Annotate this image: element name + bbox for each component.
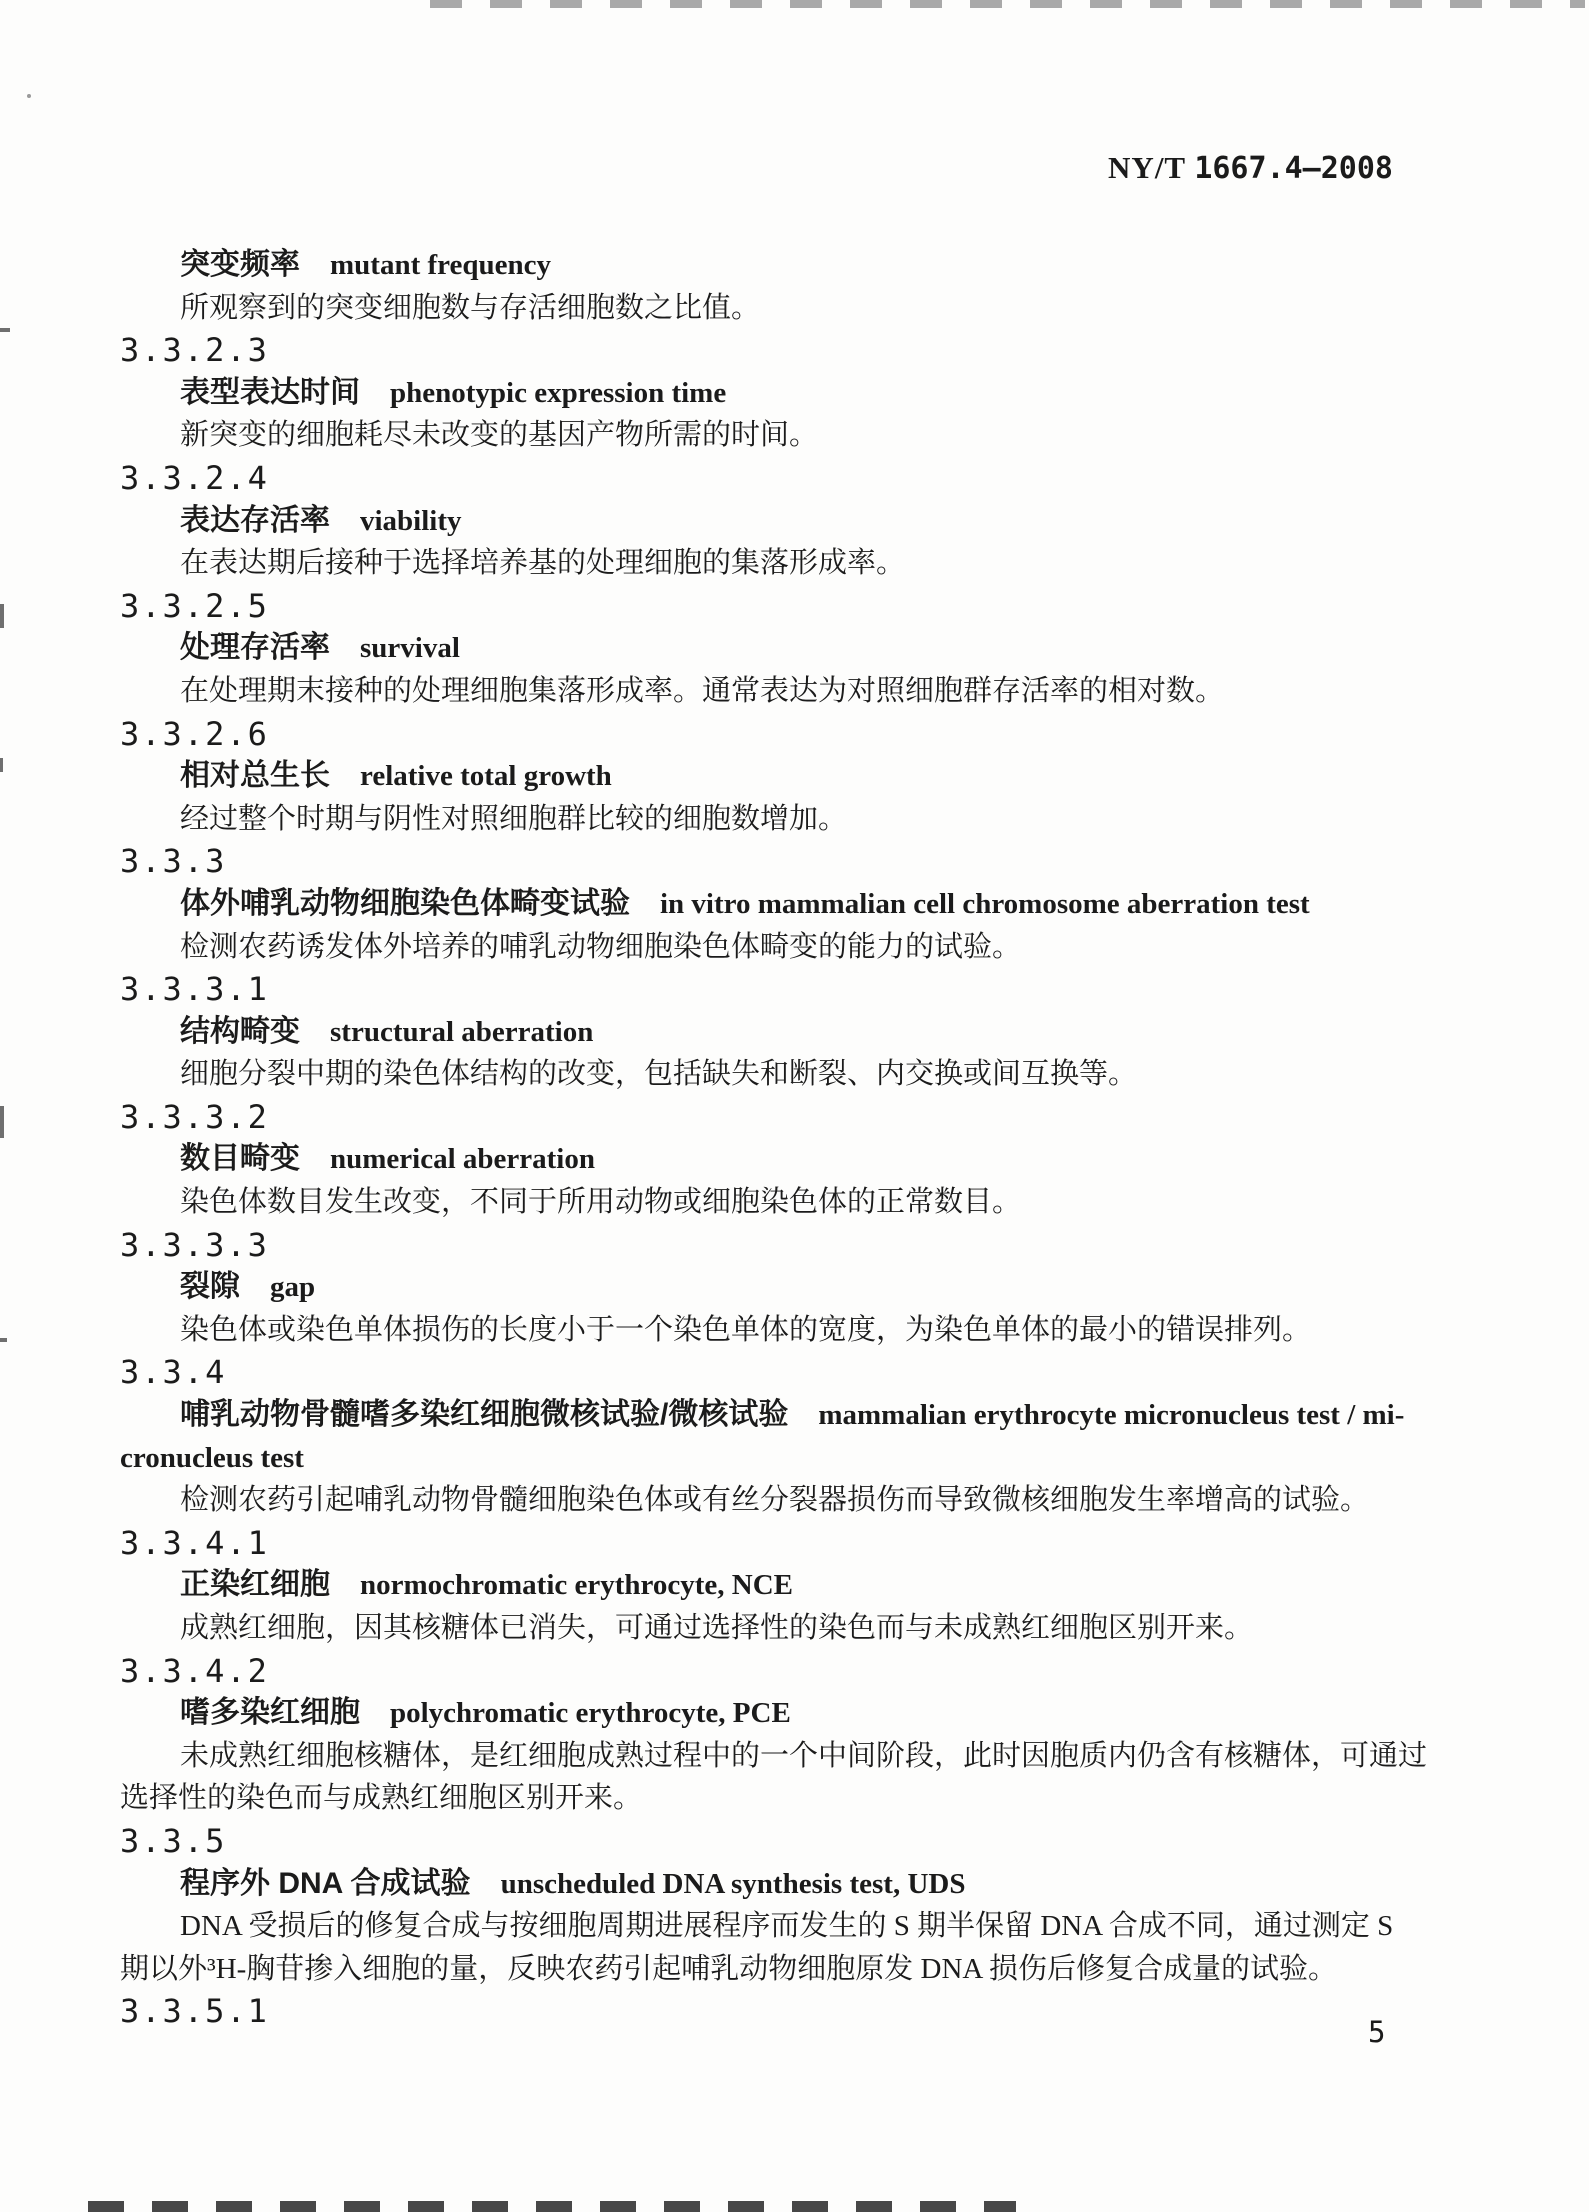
scan-artifact-bottom-edge	[88, 2201, 1016, 2212]
term-heading	[120, 883, 1360, 926]
definition-text: 经过整个时期与阴性对照细胞群比较的细胞数增加。	[180, 802, 848, 835]
term-heading-chinese: 处理存活率	[180, 631, 330, 665]
standard-code-prefix: NY/T	[1108, 150, 1186, 185]
term-heading	[120, 1138, 1360, 1181]
term-heading	[120, 1692, 1360, 1735]
term-heading-chinese: 数目畸变	[180, 1142, 300, 1176]
term-heading-chinese: 表型表达时间	[180, 375, 360, 409]
term-heading	[120, 1564, 1360, 1607]
term-heading	[120, 244, 1360, 287]
term-heading-continuation: cronucleus test	[120, 1441, 304, 1474]
section-number: 3.3.4.1	[120, 1523, 269, 1562]
term-heading-english: unscheduled DNA synthesis test, UDS	[500, 1867, 966, 1900]
term-heading-chinese: 突变频率	[180, 248, 300, 281]
term-heading-english: viability	[360, 504, 462, 537]
term-heading-english: survival	[360, 632, 460, 665]
term-heading-english: numerical aberration	[330, 1143, 595, 1176]
document-body	[120, 244, 1428, 2033]
section-number: 3.3.2.5	[120, 586, 269, 625]
section-number: 3.3.3	[120, 842, 227, 881]
scan-artifact-left	[0, 1106, 4, 1138]
term-heading-english: normochromatic erythrocyte, NCE	[360, 1569, 794, 1602]
term-heading	[120, 627, 1360, 670]
definition-text: 期以外³H-胸苷掺入细胞的量，反映农药引起哺乳动物细胞原发 DNA 损伤后修复合成量的试验。	[120, 1952, 1338, 1985]
section-number: 3.3.4.2	[120, 1651, 269, 1690]
definition-text: 所观察到的突变细胞数与存活细胞数之比值。	[180, 291, 761, 324]
definition-text: 新突变的细胞耗尽未改变的基因产物所需的时间。	[180, 419, 819, 452]
definition-text: DNA 受损后的修复合成与按细胞周期进展程序而发生的 S 期半保留 DNA 合成不同，通过测定 S	[180, 1910, 1394, 1943]
standard-code-number: 1667.4—2008	[1194, 151, 1393, 186]
definition-text: 选择性的染色而与成熟红细胞区别开来。	[120, 1782, 643, 1815]
term-heading	[120, 755, 1360, 798]
term-heading	[120, 1394, 1405, 1437]
section-number: 3.3.4	[120, 1353, 227, 1392]
term-heading	[120, 1863, 1360, 1906]
scan-artifact-dot	[27, 94, 31, 98]
term-heading-chinese: 相对总生长	[180, 759, 330, 793]
term-heading	[120, 500, 1360, 543]
section-number: 3.3.3.1	[120, 970, 269, 1009]
definition-text: 染色体或染色单体损伤的长度小于一个染色单体的宽度，为染色单体的最小的错误排列。	[180, 1313, 1312, 1346]
section-number: 3.3.3.2	[120, 1097, 269, 1136]
term-heading-english: structural aberration	[330, 1015, 594, 1048]
term-heading-chinese: 体外哺乳动物细胞染色体畸变试验	[180, 886, 630, 920]
section-number: 3.3.5	[120, 1821, 227, 1860]
term-heading-chinese: 表达存活率	[180, 503, 330, 537]
definition-text: 染色体数目发生改变，不同于所用动物或细胞染色体的正常数目。	[180, 1186, 1022, 1219]
term-heading-chinese: 裂隙	[180, 1270, 240, 1304]
term-heading-chinese: 程序外 DNA 合成试验	[180, 1866, 471, 1900]
term-heading	[120, 1266, 1360, 1309]
scan-artifact-left	[0, 758, 3, 772]
definition-text: 成熟红细胞，因其核糖体已消失，可通过选择性的染色而与未成熟红细胞区别开来。	[180, 1612, 1254, 1644]
scan-artifact-left	[0, 1338, 7, 1342]
definition-text: 检测农药诱发体外培养的哺乳动物细胞染色体畸变的能力的试验。	[180, 930, 1022, 963]
term-heading-english: mammalian erythrocyte micronucleus test / mi-	[818, 1399, 1405, 1432]
term-heading-english: mutant frequency	[330, 249, 551, 281]
term-heading-english: relative total growth	[360, 760, 612, 793]
term-heading-chinese: 正染红细胞	[180, 1568, 330, 1602]
scan-artifact-top-edge	[430, 0, 1585, 8]
section-number: 3.3.2.4	[120, 458, 269, 497]
term-heading-english: phenotypic expression time	[390, 376, 727, 409]
definition-text: 细胞分裂中期的染色体结构的改变，包括缺失和断裂、内交换或间互换等。	[180, 1058, 1138, 1091]
section-number: 3.3.3.3	[120, 1225, 269, 1264]
section-number: 3.3.2.6	[120, 714, 269, 753]
term-heading	[120, 372, 1360, 415]
term-heading-english: polychromatic erythrocyte, PCE	[390, 1697, 791, 1730]
term-heading-chinese: 嗜多染红细胞	[180, 1696, 360, 1730]
definition-text: 未成熟红细胞核糖体，是红细胞成熟过程中的一个中间阶段，此时因胞质内仍含有核糖体，可通过	[180, 1739, 1428, 1772]
scan-artifact-left	[0, 604, 4, 628]
definition-text: 检测农药引起哺乳动物骨髓细胞染色体或有丝分裂器损伤而导致微核细胞发生率增高的试验。	[180, 1484, 1370, 1517]
term-heading-chinese: 结构畸变	[180, 1014, 300, 1048]
page-number: 5	[1368, 2015, 1386, 2049]
section-number: 3.3.2.3	[120, 331, 269, 370]
term-heading	[120, 1011, 1360, 1054]
term-heading-english: gap	[270, 1271, 316, 1304]
document-number-header	[1108, 150, 1393, 186]
section-number: 3.3.5.1	[120, 1992, 269, 2031]
term-heading-english: in vitro mammalian cell chromosome aberration test	[660, 887, 1310, 920]
scan-artifact-left	[0, 328, 10, 332]
term-heading-chinese: 哺乳动物骨髓嗜多染红细胞微核试验/微核试验	[180, 1398, 789, 1432]
definition-text: 在处理期末接种的处理细胞集落形成率。通常表达为对照细胞群存活率的相对数。	[180, 674, 1225, 707]
definition-text: 在表达期后接种于选择培养基的处理细胞的集落形成率。	[180, 547, 906, 580]
